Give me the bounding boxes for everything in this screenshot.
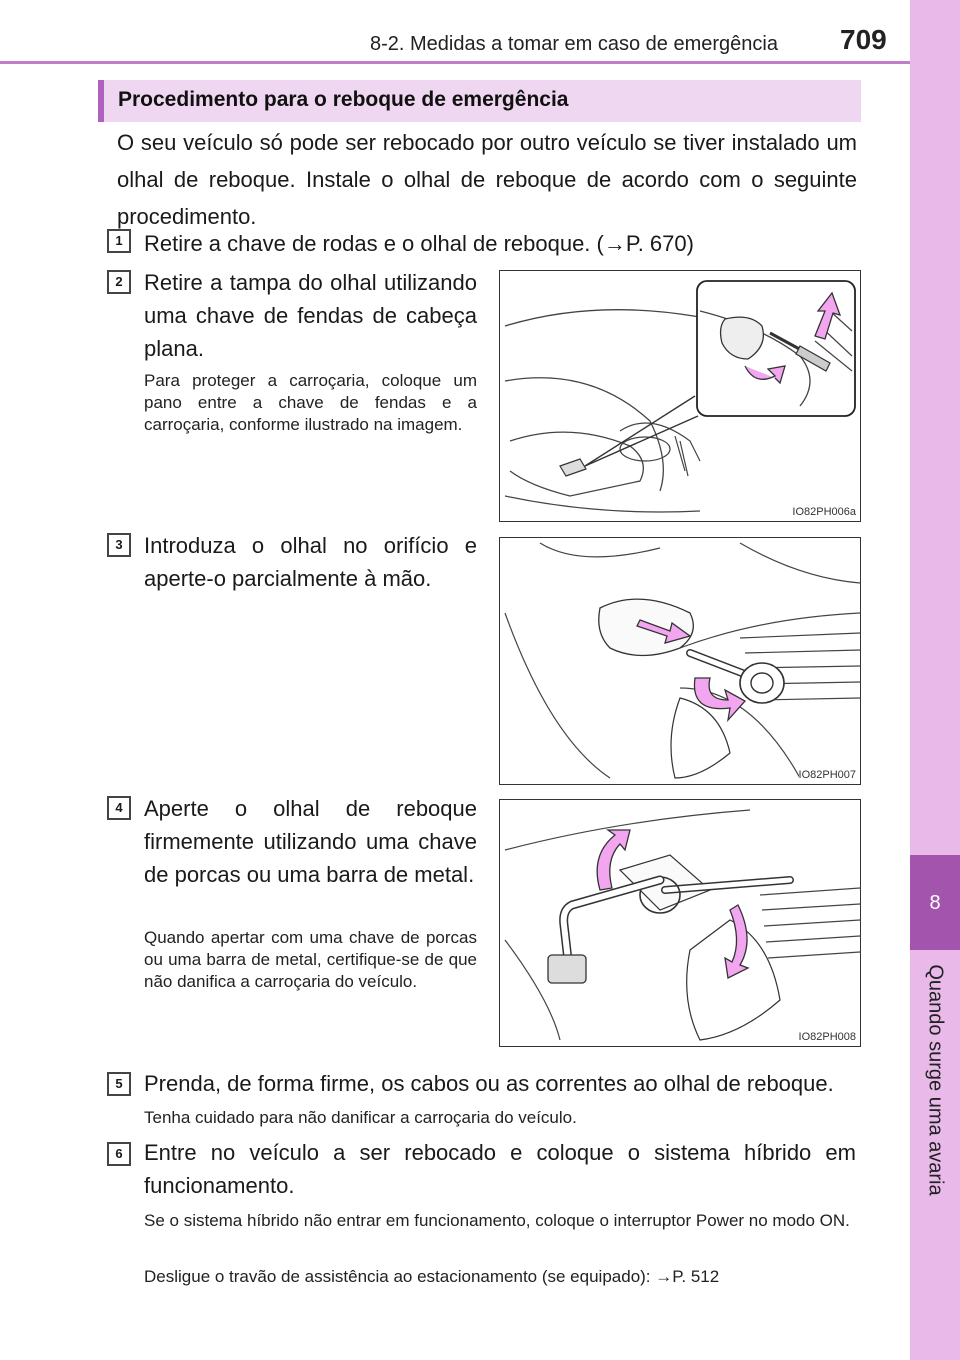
step-number: 2 (107, 270, 131, 294)
intro-paragraph: O seu veículo só pode ser rebocado por outro veículo se tiver instalado um olhal de reboque. Instale o olhal de reboque de acordo com o seguinte procedimento. (117, 130, 857, 229)
step-note: Se o sistema híbrido não entrar em funcionamento, coloque o interruptor Power no modo ON. (144, 1211, 850, 1230)
step-text: Retire a chave de rodas e o olhal de reboque. (→P. 670) (144, 231, 694, 256)
car-front-cover-illustration (500, 271, 861, 522)
step-number: 4 (107, 796, 131, 820)
step-number: 5 (107, 1072, 131, 1096)
section-banner-title: Procedimento para o reboque de emergência (118, 88, 569, 111)
tow-eye-insert-illustration (500, 538, 861, 785)
step-number: 1 (107, 229, 131, 253)
figure-tighten-tow-eye (499, 799, 861, 1047)
figure-insert-tow-eye (499, 537, 861, 785)
header-divider (0, 61, 910, 64)
step-number: 6 (107, 1142, 131, 1166)
step-text: Prenda, de forma firme, os cabos ou as correntes ao olhal de reboque. (144, 1071, 834, 1096)
step-text: Entre no veículo a ser rebocado e coloque o sistema híbrido em funcionamento. (144, 1140, 856, 1198)
step-text: Retire a tampa do olhal utilizando uma chave de fendas de cabeça plana. (144, 270, 477, 361)
tow-eye-tighten-illustration (500, 800, 861, 1047)
header-section-title: 8-2. Medidas a tomar em caso de emergência (370, 33, 778, 55)
step-number: 3 (107, 533, 131, 557)
figure-tow-eye-cover (499, 270, 861, 522)
chapter-title: Quando surge uma avaria (924, 964, 947, 1196)
page-number: 709 (840, 24, 887, 55)
step-note: Tenha cuidado para não danificar a carroçaria do veículo. (144, 1108, 577, 1127)
step-text: Introduza o olhal no orifício e aperte-o parcialmente à mão. (144, 533, 477, 591)
step-note: Desligue o travão de assistência ao estacionamento (se equipado): →P. 512 (144, 1267, 720, 1286)
step-text: Aperte o olhal de reboque firmemente utilizando uma chave de porcas ou uma barra de metal. (144, 796, 477, 887)
figure-code: IO82PH006a (792, 506, 856, 518)
step-note: Para proteger a carroçaria, coloque um pano entre a chave de fendas e a carroçaria, conforme ilustrado na imagem. (144, 371, 477, 434)
figure-code: IO82PH007 (798, 769, 856, 781)
step-note: Quando apertar com uma chave de porcas ou uma barra de metal, certifique-se de que não danifica a carroçaria do veículo. (144, 928, 477, 991)
section-banner (98, 80, 861, 122)
figure-code: IO82PH008 (798, 1031, 856, 1043)
chapter-number: 8 (929, 892, 941, 914)
